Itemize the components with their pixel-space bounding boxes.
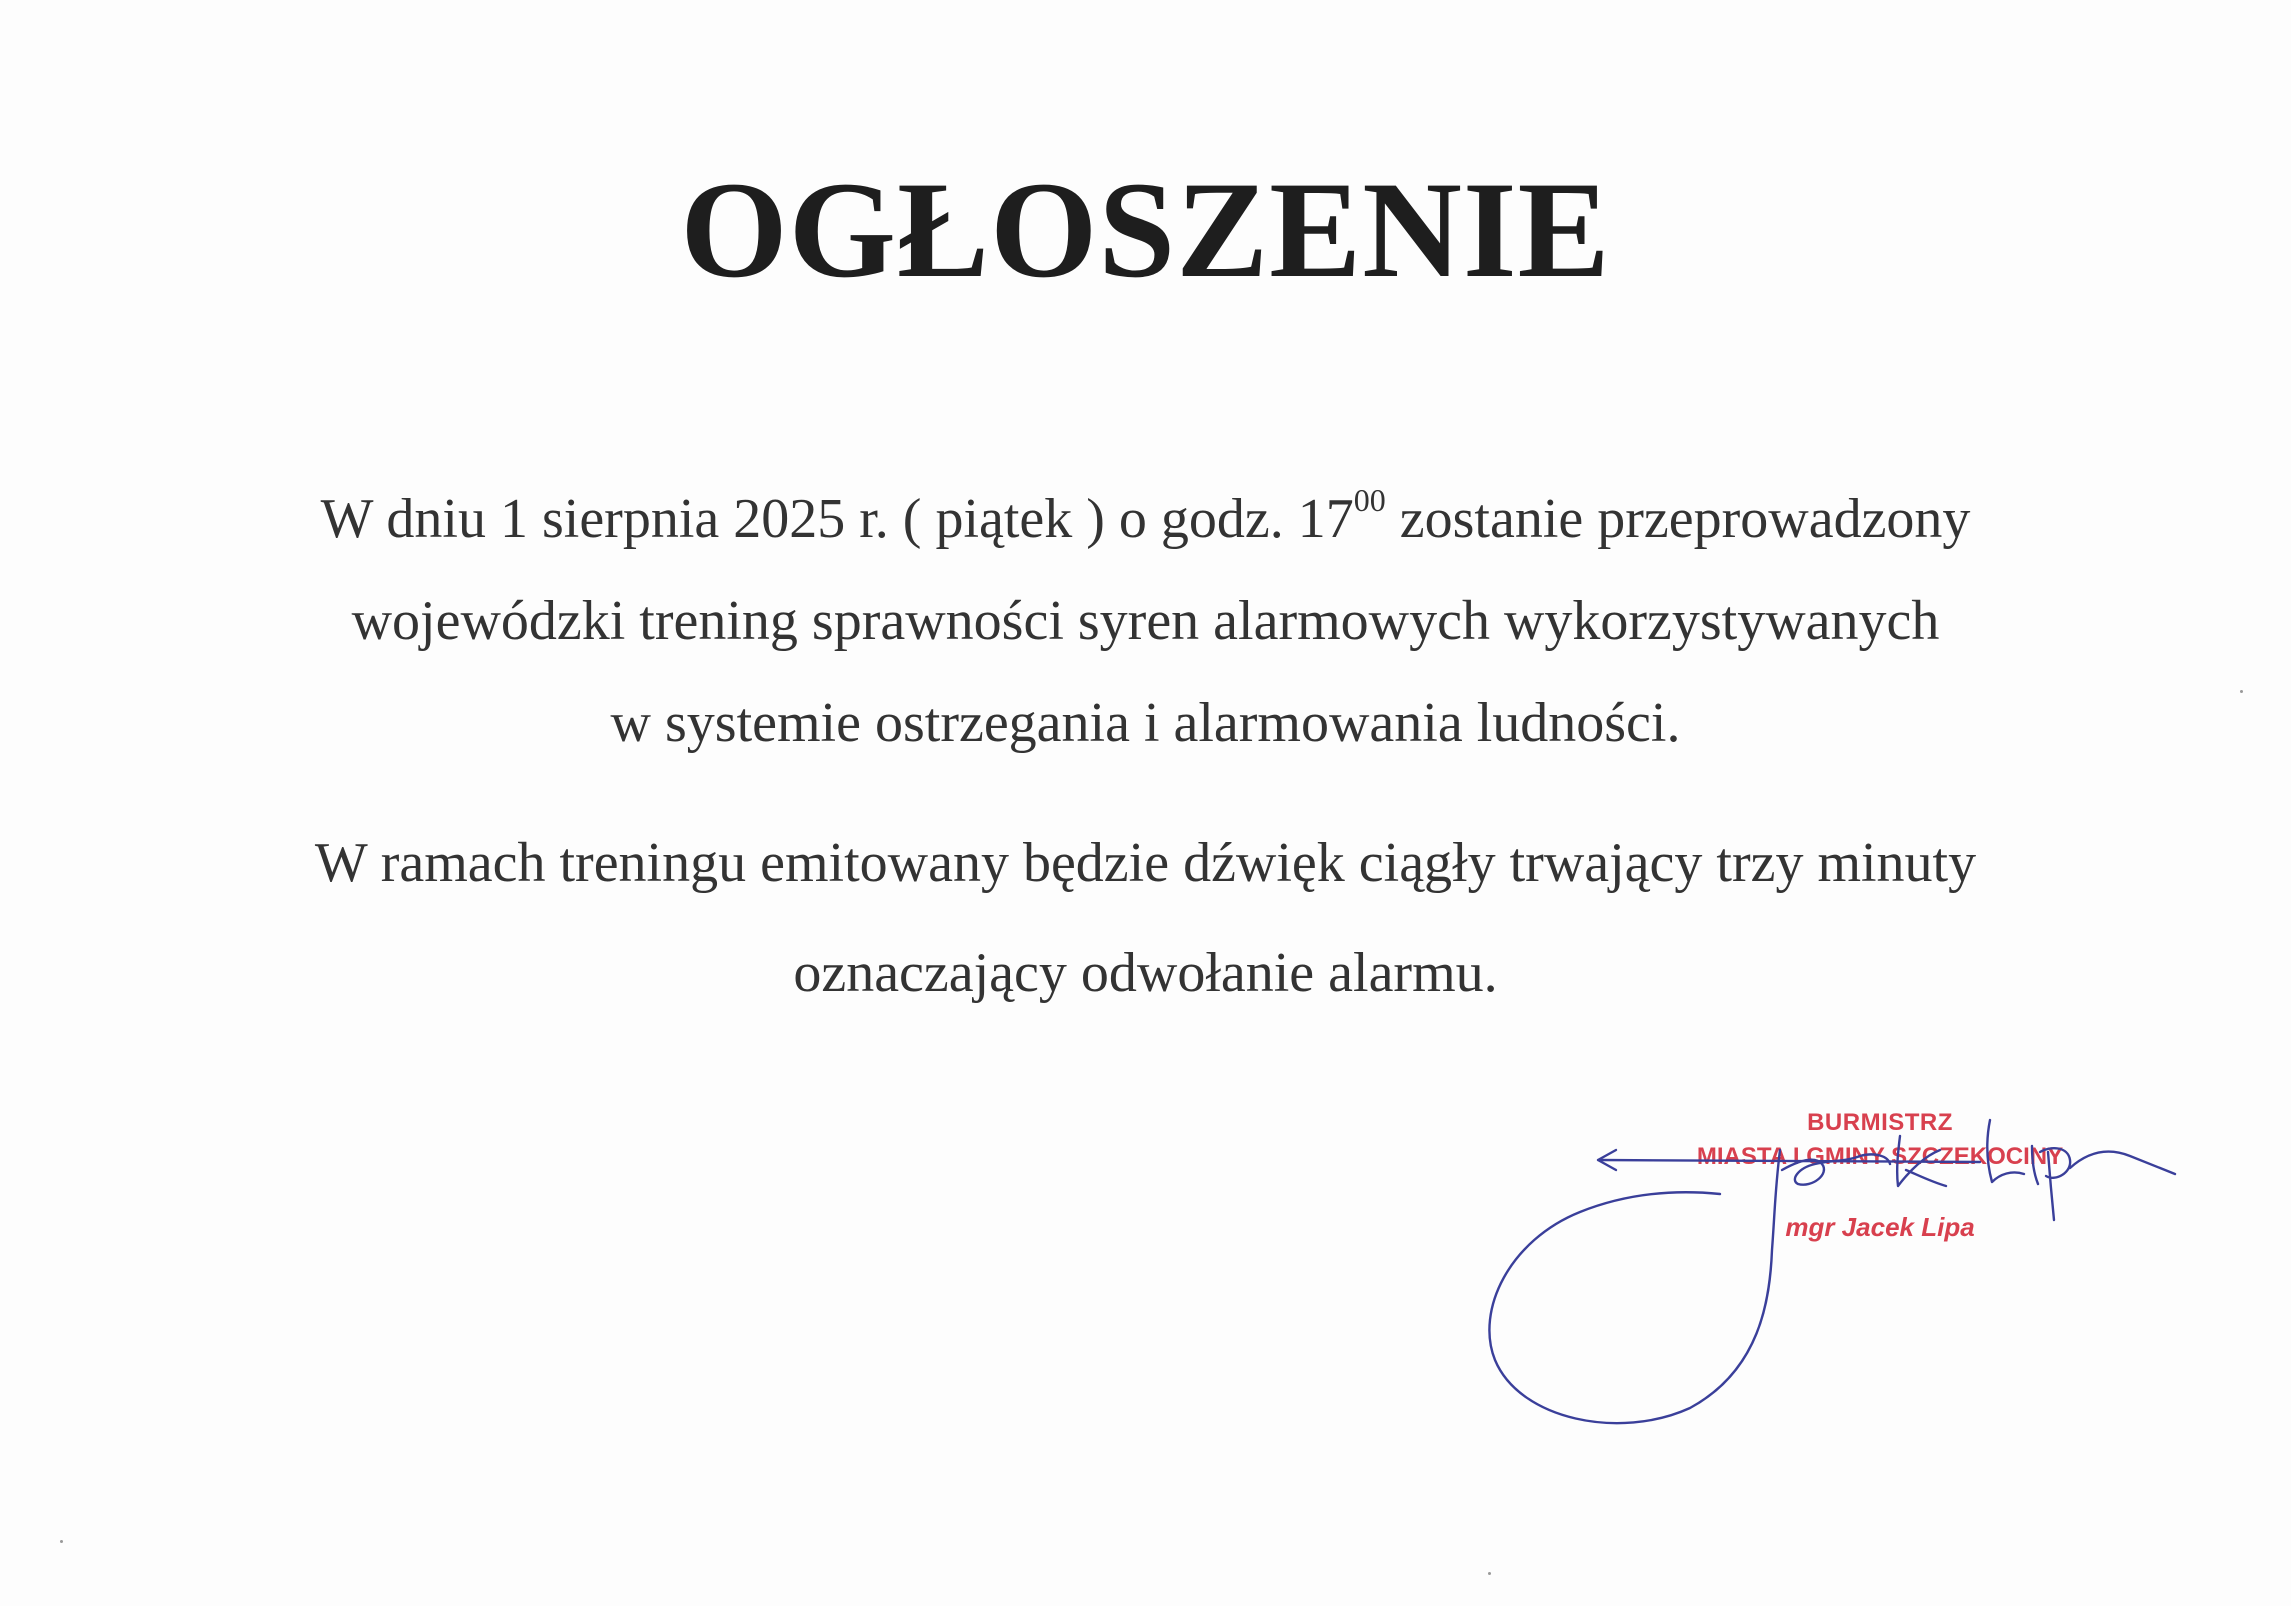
stamp-name: mgr Jacek Lipa (1785, 1212, 1975, 1242)
signature-stroke (2032, 1146, 2038, 1184)
paragraph-line: wojewódzki trening sprawności syren alarmowych wykorzystywanych (351, 590, 1940, 652)
stamp-office: MIASTA I GMINY SZCZEKOCINY (1696, 1143, 2064, 1170)
line-continuation: zostanie przeprowadzony (1385, 488, 1971, 550)
handwritten-signature (1420, 1090, 2180, 1430)
signature-stroke (1489, 1150, 1780, 1423)
scan-speck (2240, 690, 2243, 693)
scan-speck (60, 1540, 63, 1543)
signature-stroke (2040, 1148, 2070, 1220)
date-time-text: W dniu 1 sierpnia 2025 r. ( piątek ) o godz. 17 (320, 488, 1354, 550)
signature-stroke (1782, 1154, 1890, 1184)
time-minutes-superscript: 00 (1353, 482, 1386, 519)
signature-stroke (2070, 1152, 2175, 1174)
paragraph-line: w systemie ostrzegania i alarmowania ludności. (610, 692, 1681, 754)
paragraph-line (0, 468, 2291, 570)
scan-speck (1488, 1572, 1491, 1575)
paragraph-line: W ramach treningu emitowany będzie dźwięk ciągły trwający trzy minuty (314, 832, 1977, 894)
stamp-title: BURMISTRZ (1807, 1109, 1953, 1136)
paragraph-line: oznaczający odwołanie alarmu. (793, 942, 1498, 1004)
paragraph-siren-training (0, 468, 2291, 774)
announcement-title: OGŁOSZENIE (680, 153, 1611, 306)
signature-stroke (1987, 1120, 2024, 1182)
paragraph-signal-description (0, 808, 2291, 1028)
